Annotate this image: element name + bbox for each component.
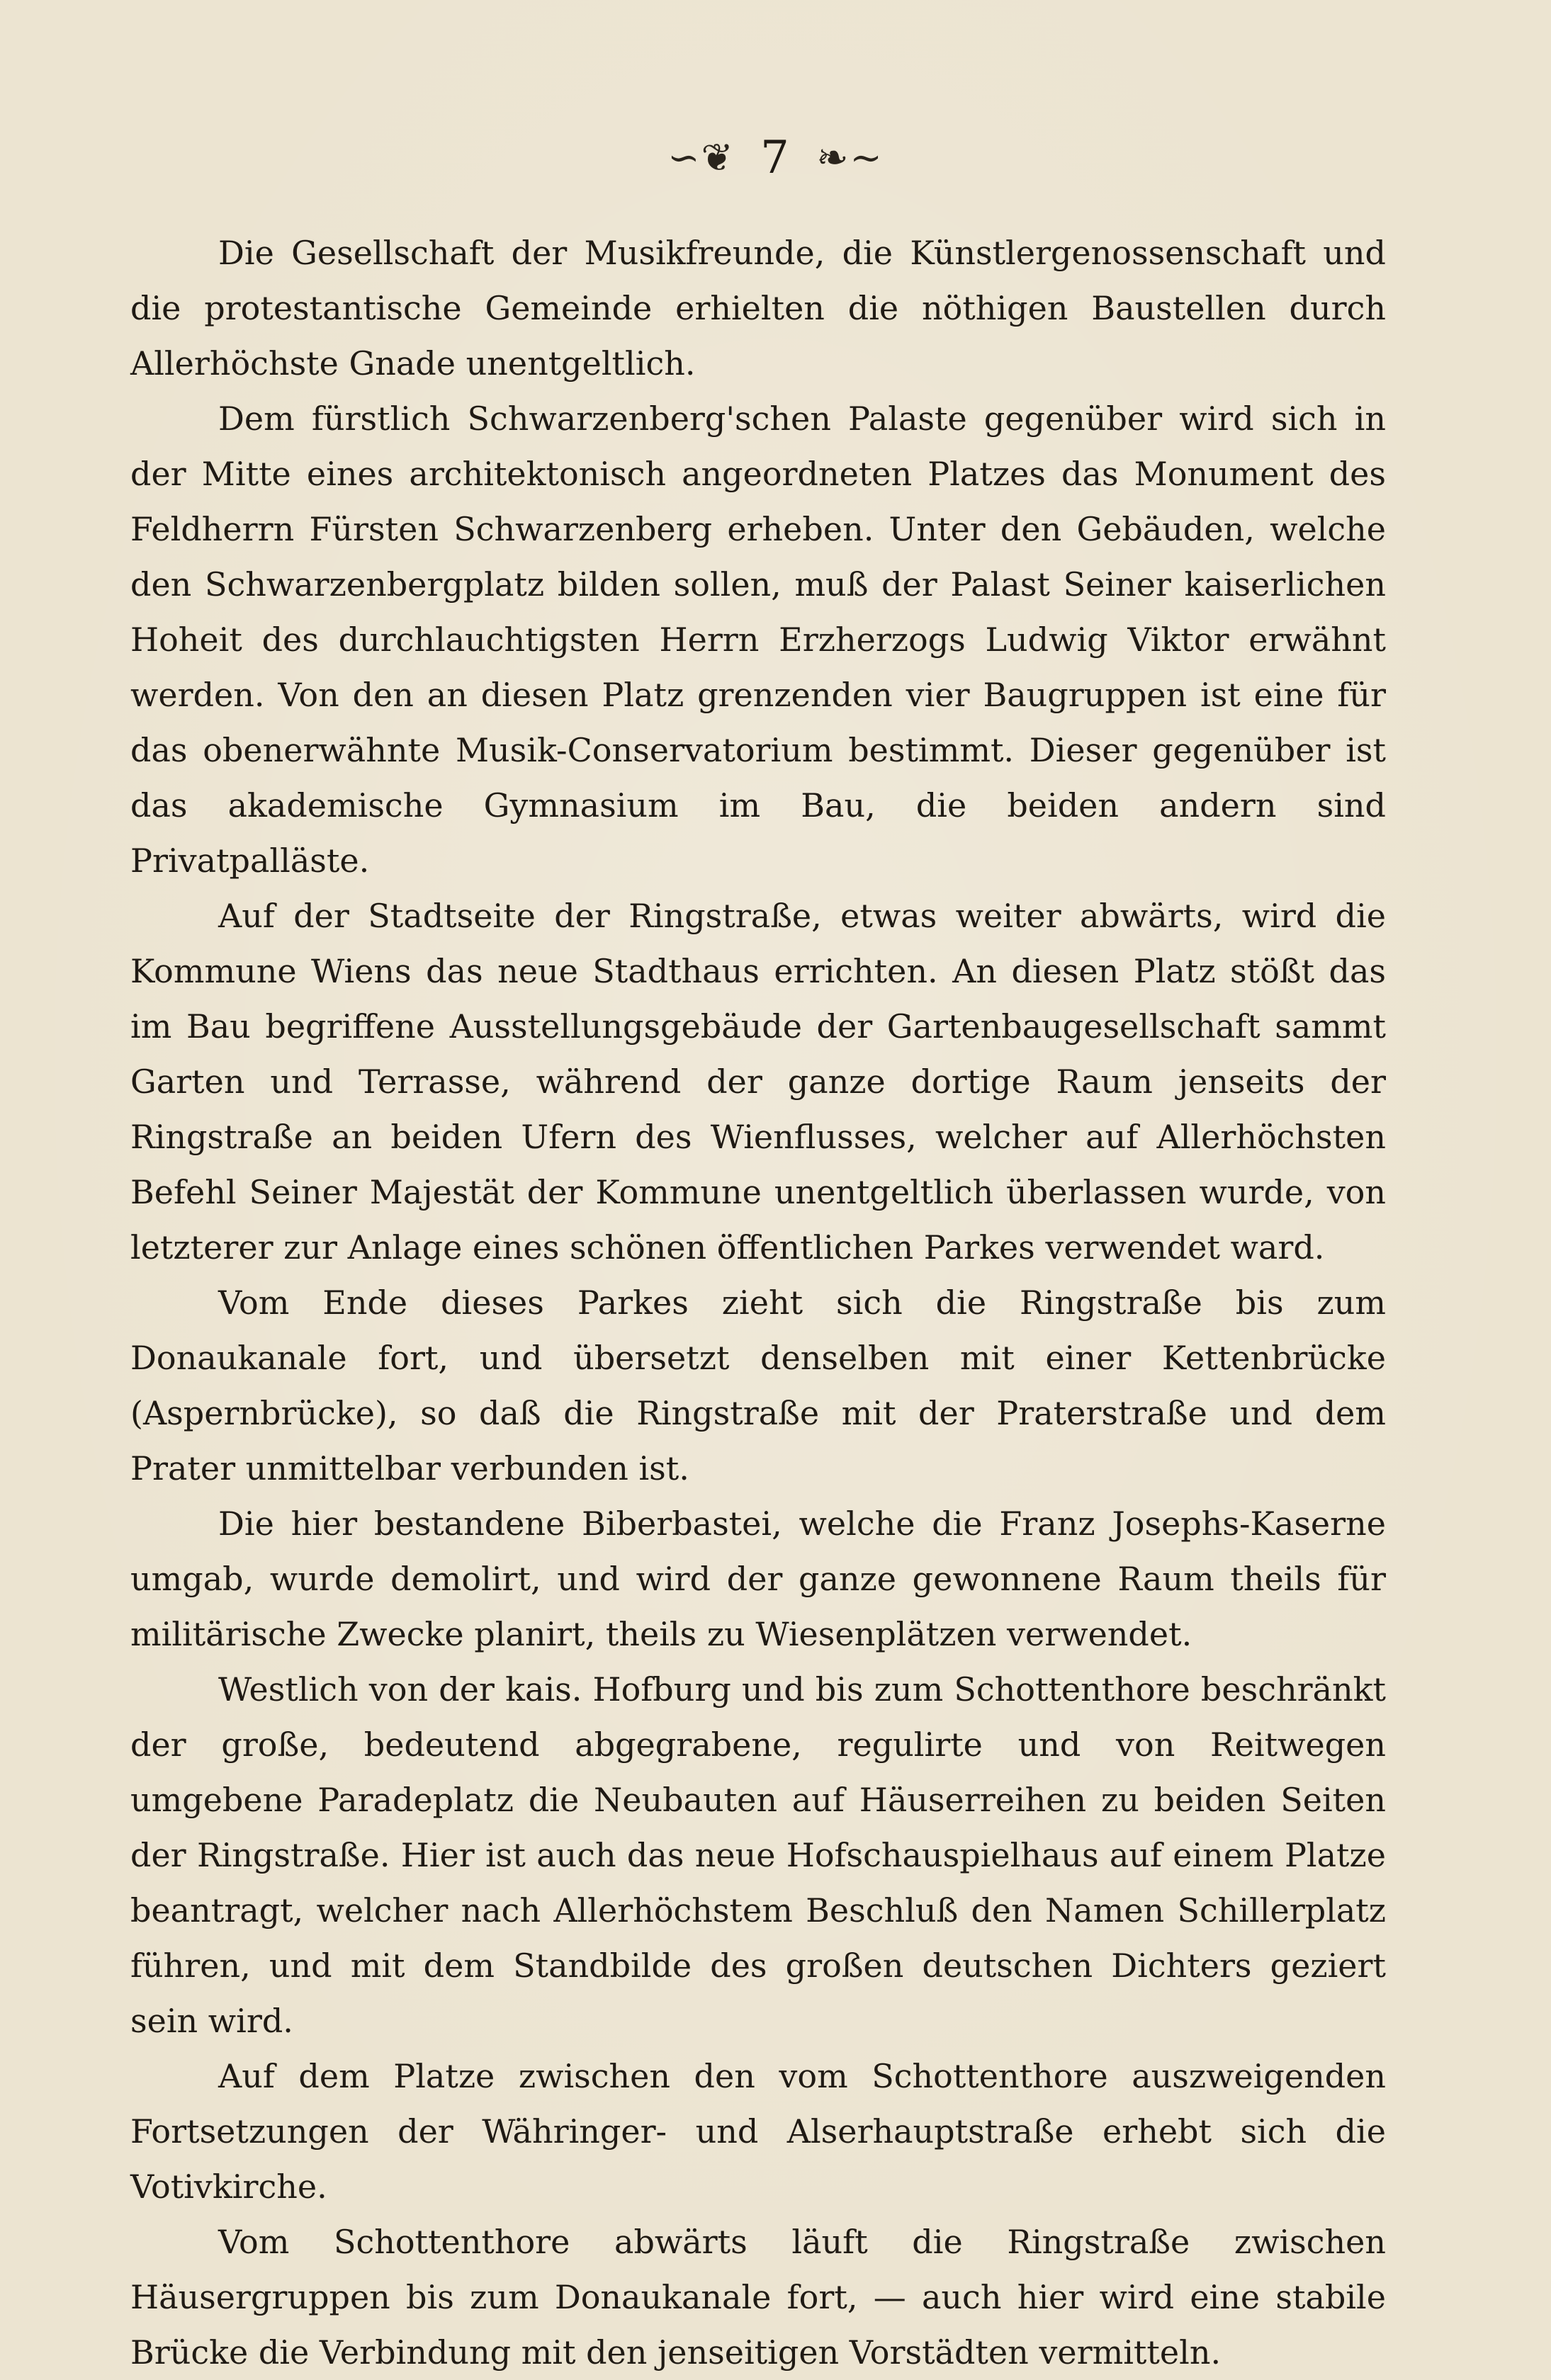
page-number: 7 xyxy=(760,131,791,184)
page-header xyxy=(0,126,1551,186)
paragraph: Auf dem Platze zwischen den vom Schottenthore auszweigenden Fortsetzungen der Währinger- und Alserhauptstraße erhebt sich die Votivkirche. xyxy=(130,2057,1386,2206)
paragraph: Die hier bestandene Biberbastei, welche die Franz Josephs-Kaserne umgab, wurde demolirt, und wird der ganze gewonnene Raum theils für militärische Zwecke planirt, theils zu Wiesenplätzen verwendet. xyxy=(130,1504,1386,1653)
body-text xyxy=(130,225,1386,2380)
paragraph: Westlich von der kais. Hofburg und bis zum Schottenthore beschränkt der große, bedeutend abgegrabene, regulirte und von Reitwegen umgebene Paradeplatz die Neubauten auf Häuserreihen zu beiden Seiten der Ringstraße. Hier ist auch das neue Hofschauspielhaus auf einem Platze beantragt, welcher nach Allerhöchstem Beschluß den Namen Schillerplatz führen, und mit dem Standbilde des großen deutschen Dichters geziert sein wird. xyxy=(130,1670,1386,2040)
ornament-left-icon: ∽❦ xyxy=(667,135,735,180)
paragraph: Vom Ende dieses Parkes zieht sich die Ringstraße bis zum Donaukanale fort, und übersetzt denselben mit einer Kettenbrücke (Aspernbrücke), so daß die Ringstraße mit der Praterstraße und dem Prater unmittelbar verbunden ist. xyxy=(130,1284,1386,1488)
paragraph: Die Gesellschaft der Musikfreunde, die Künstlergenossenschaft und die protestantische Gemeinde erhielten die nöthigen Baustellen durch Allerhöchste Gnade unentgeltlich. xyxy=(130,234,1386,382)
paragraph: Dem fürstlich Schwarzenberg'schen Palaste gegenüber wird sich in der Mitte eines architektonisch angeordneten Platzes das Monument des Feldherrn Fürsten Schwarzenberg erheben. Unter den Gebäuden, welche den Schwarzenbergplatz bilden sollen, muß der Palast Seiner kaiserlichen Hoheit des durchlauchtigsten Herrn Erzherzogs Ludwig Viktor erwähnt werden. Von den an diesen Platz grenzenden vier Baugruppen ist eine für das obenerwähnte Musik-Conservatorium bestimmt. Dieser gegenüber ist das akademische Gymnasium im Bau, die beiden andern sind Privatpalläste. xyxy=(130,400,1386,880)
paragraph: Vom Schottenthore abwärts läuft die Ringstraße zwischen Häusergruppen bis zum Donaukanale fort, — auch hier wird eine stabile Brücke die Verbindung mit den jenseitigen Vorstädten vermitteln. xyxy=(130,2223,1386,2372)
paragraph: Auf der Stadtseite der Ringstraße, etwas weiter abwärts, wird die Kommune Wiens das neue Stadthaus errichten. An diesen Platz stößt das im Bau begriffene Ausstellungsgebäude der Gartenbaugesellschaft sammt Garten und Terrasse, während der ganze dortige Raum jenseits der Ringstraße an beiden Ufern des Wienflusses, welcher auf Allerhöchsten Befehl Seiner Majestät der Kommune unentgeltlich überlassen wurde, von letzterer zur Anlage eines schönen öffentlichen Parkes verwendet ward. xyxy=(130,897,1386,1266)
ornament-right-icon: ❧∼ xyxy=(816,135,884,180)
